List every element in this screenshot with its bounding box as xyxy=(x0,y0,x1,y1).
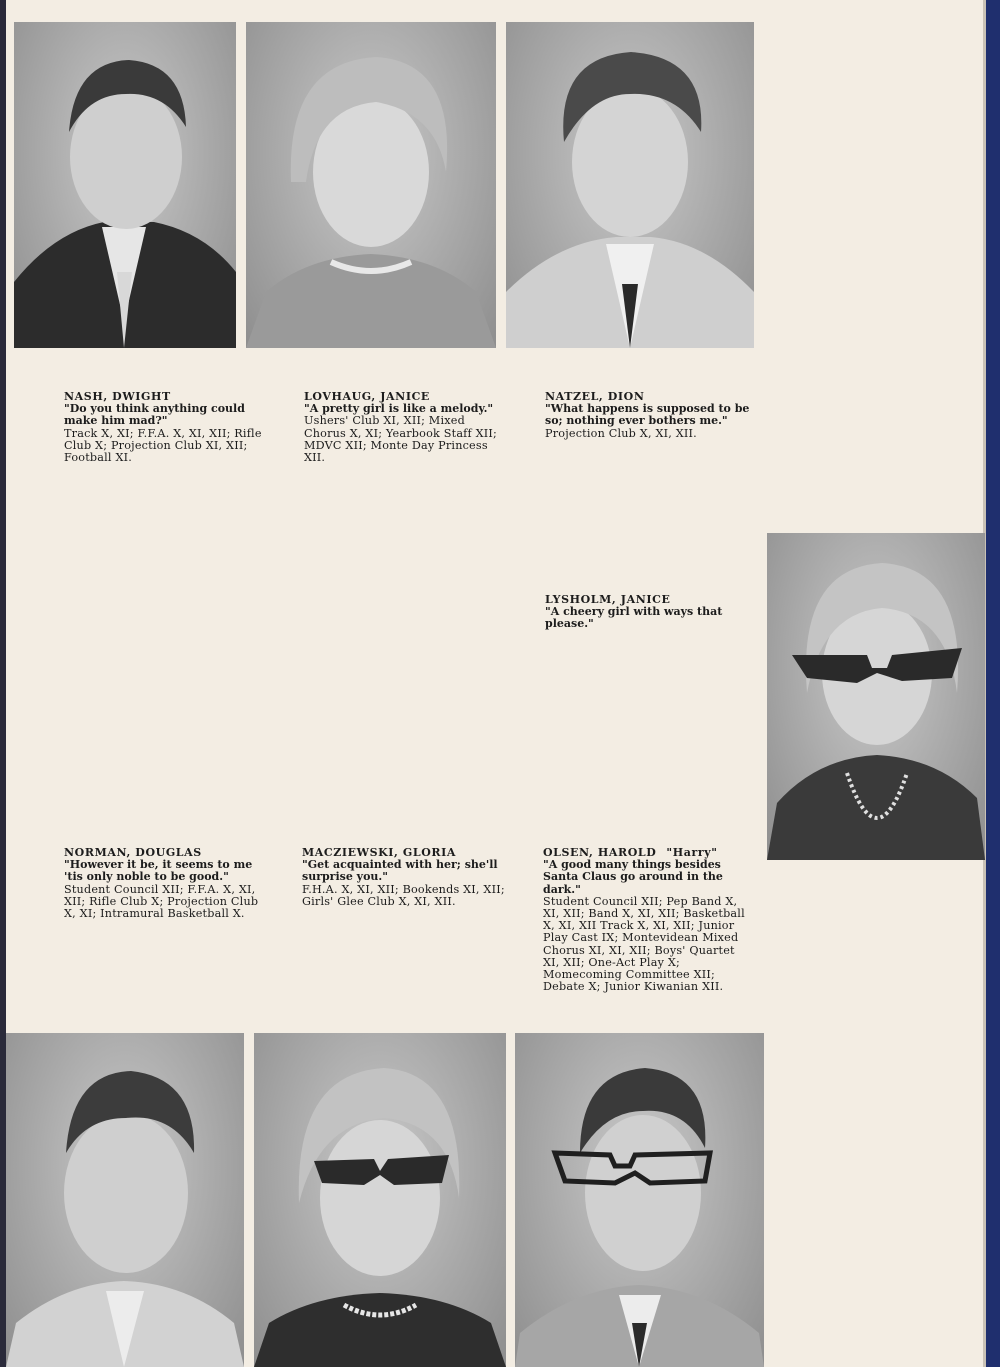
student-entry-lovhaug xyxy=(304,391,508,464)
student-quote: "Do you think anything could make him mad?" xyxy=(64,402,245,428)
student-activities: Student Council XII; F.F.A. X, XI, XII; Rifle Club X; Projection Club X, XI; Intramural Basketball X. xyxy=(64,882,259,921)
student-entry-natzel xyxy=(545,391,751,440)
student-name: NORMAN, DOUGLAS xyxy=(64,846,202,859)
student-quote: "A pretty girl is like a melody." xyxy=(304,402,494,416)
student-activities: Track X, XI; F.F.A. X, XI, XII; Rifle Club X; Projection Club XI, XII; Football XI. xyxy=(64,426,262,465)
student-name: LYSHOLM, JANICE xyxy=(545,593,671,606)
portrait-photo-olsen xyxy=(515,1033,764,1367)
student-name: MACZIEWSKI, GLORIA xyxy=(302,846,457,859)
portrait-photo-norman xyxy=(6,1033,244,1367)
portrait-photo-nash xyxy=(14,22,236,348)
student-name-text: OLSEN, HAROLD xyxy=(543,846,657,859)
student-entry-olsen xyxy=(543,847,753,993)
student-quote: "However it be, it seems to me 'tis only noble to be good." xyxy=(64,858,253,884)
student-entry-lysholm xyxy=(545,594,751,631)
student-activities: Projection Club X, XI, XII. xyxy=(545,426,697,440)
portrait-photo-macziewski xyxy=(254,1033,506,1367)
student-entry-norman xyxy=(64,847,270,920)
portrait-photo-lovhaug xyxy=(246,22,496,348)
portrait-photo-natzel xyxy=(506,22,754,348)
student-quote: "A good many things besides Santa Claus go around in the dark." xyxy=(543,858,723,896)
student-nickname: "Harry" xyxy=(666,846,718,859)
student-quote: "A cheery girl with ways that please." xyxy=(545,605,723,631)
student-activities: Student Council XII; Pep Band X, XI, XII; Band X, XI, XII; Basketball X, XI, XII Track X, XI, XII; Junior Play Cast IX; Montevidean Mixed Chorus XI, XI, XII; Boys' Quartet XI, XII; One-Act Play X; Momecoming Committee XII; Debate X; Junior Kiwanian XII. xyxy=(543,894,745,994)
student-activities: Ushers' Club XI, XII; Mixed Chorus X, XI; Yearbook Staff XII; MDVC XII; Monte Day Princess XII. xyxy=(304,414,497,465)
student-entry-nash xyxy=(64,391,270,464)
student-activities: F.H.A. X, XI, XII; Bookends XI, XII; Girls' Glee Club X, XI, XII. xyxy=(302,882,505,908)
student-quote: "Get acquainted with her; she'll surprise you." xyxy=(302,858,498,884)
student-entry-macziewski xyxy=(302,847,508,908)
portrait-photo-lysholm xyxy=(767,533,985,860)
student-name: NASH, DWIGHT xyxy=(64,390,171,403)
student-quote: "What happens is supposed to be so; nothing ever bothers me." xyxy=(545,402,750,428)
cover-edge xyxy=(986,0,1000,1367)
student-name: NATZEL, DION xyxy=(545,390,645,403)
student-name: LOVHAUG, JANICE xyxy=(304,390,430,403)
